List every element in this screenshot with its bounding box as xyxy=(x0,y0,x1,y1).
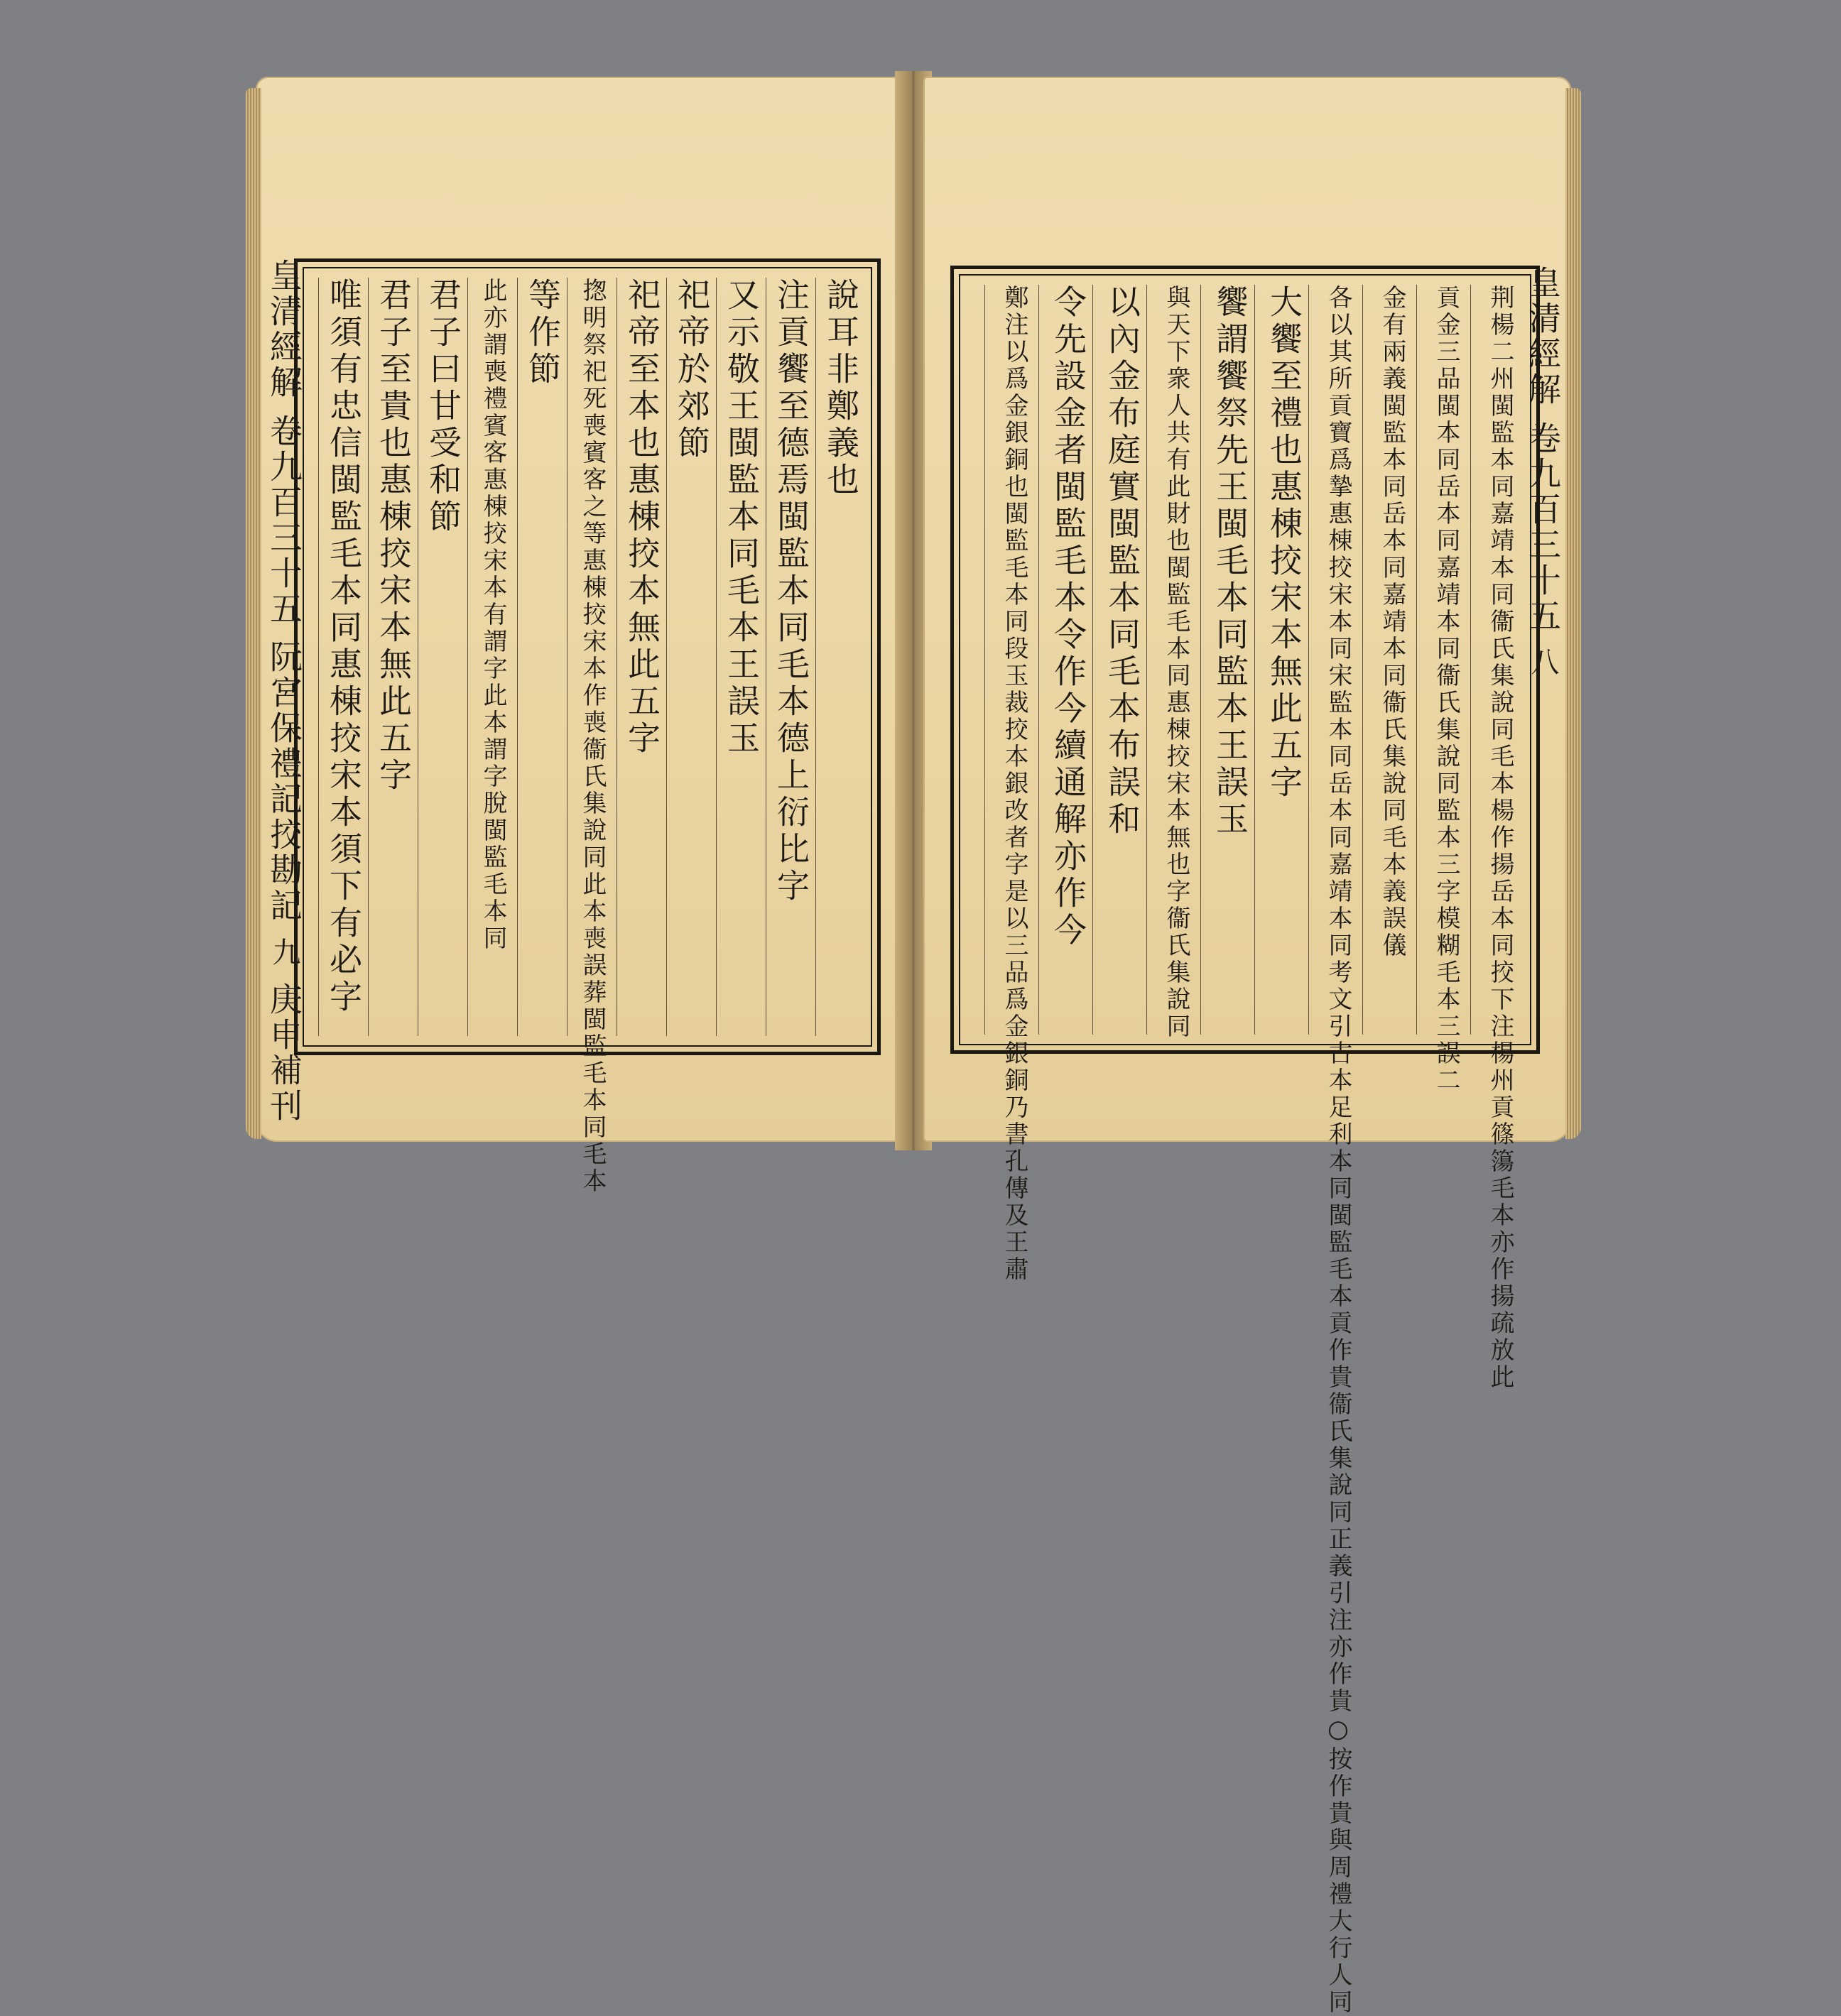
left-page xyxy=(256,77,903,1195)
margin-volume: 卷九百三十五 xyxy=(265,413,303,627)
margin-subtitle: 阮宮保禮記挍勘記 xyxy=(265,640,303,925)
left-columns xyxy=(309,273,866,1195)
page-edges-right xyxy=(1565,88,1581,1139)
margin-title: 皇清經解 xyxy=(265,258,303,401)
text-column: 荆楊二州閩監本同嘉靖本同衞氏集說同毛本楊作揚岳本同挍下注楊州貢篠簜毛本亦作揚疏放此 xyxy=(1470,285,1525,1035)
text-column: 令先設金者閩監毛本令作今續通解亦作今 xyxy=(1038,285,1093,1035)
text-column: 祀帝於郊節 xyxy=(666,278,717,1036)
right-columns xyxy=(965,280,1525,2016)
right-fore-margin xyxy=(1521,266,1564,1047)
text-column: 金有兩義閩監本同岳本同嘉靖本同衞氏集說同毛本義誤儀 xyxy=(1362,285,1417,1035)
text-column: 注貢饗至德焉閩監本同毛本德上衍比字 xyxy=(766,278,816,1036)
text-column: 此亦謂喪禮賓客惠棟挍宋本有謂字此本謂字脫閩監毛本同 xyxy=(467,278,518,1036)
text-column: 貢金三品閩本同岳本同嘉靖本同衞氏集說同監本三字模糊毛本三誤二 xyxy=(1416,285,1471,1035)
right-text-frame xyxy=(950,266,1540,2016)
margin-page-number: 八 xyxy=(1526,647,1559,679)
margin-volume: 卷九百三十五 xyxy=(1524,420,1562,634)
page-edges-left xyxy=(246,88,261,1139)
text-column: 各以其所貢寶爲摯惠棟挍宋本同宋監本同岳本同嘉靖本同考文引古本足利本同閩監毛本貢作貴衞氏集說同正義引注亦作貴○按作貴與周禮大行人同 xyxy=(1308,285,1363,1035)
left-text-frame xyxy=(294,258,881,1195)
margin-page-number: 九 xyxy=(268,937,300,969)
text-column: 祀帝至本也惠棟挍本無此五字 xyxy=(617,278,667,1036)
text-column: 君子曰甘受和節 xyxy=(418,278,468,1036)
text-column: 君子至貴也惠棟挍宋本無此五字 xyxy=(368,278,418,1036)
left-fore-margin xyxy=(263,258,305,1124)
text-column: 饗謂饗祭先王閩毛本同監本王誤玉 xyxy=(1200,285,1255,1035)
text-column: 又示敬王閩監本同毛本王誤玉 xyxy=(716,278,766,1036)
margin-title: 皇清經解 xyxy=(1524,266,1562,408)
text-column: 唯須有忠信閩監毛本同惠棟挍宋本須下有必字 xyxy=(318,278,369,1036)
text-column: 鄭注以爲金銀銅也閩監毛本同段玉裁挍本銀改者字是以三品爲金銀銅乃書孔傳及王肅 xyxy=(984,285,1039,1035)
text-column: 說耳非鄭義也 xyxy=(815,278,866,1036)
text-column: 揔明祭祀死喪賓客之等惠棟挍宋本作喪衞氏集說同此本喪誤葬閩監毛本同毛本 xyxy=(567,278,617,1036)
text-column: 以內金布庭實閩監本同毛本布誤和 xyxy=(1092,285,1147,1035)
text-column: 與天下衆人共有此財也閩監毛本同惠棟挍宋本無也字衞氏集說同 xyxy=(1146,285,1201,1035)
right-page xyxy=(923,77,1571,2016)
text-column: 等作節 xyxy=(517,278,567,1036)
open-book xyxy=(256,71,1571,2016)
margin-edition: 庚申補刊 xyxy=(265,981,303,1124)
text-column: 大饗至禮也惠棟挍宋本無此五字 xyxy=(1254,285,1309,1035)
